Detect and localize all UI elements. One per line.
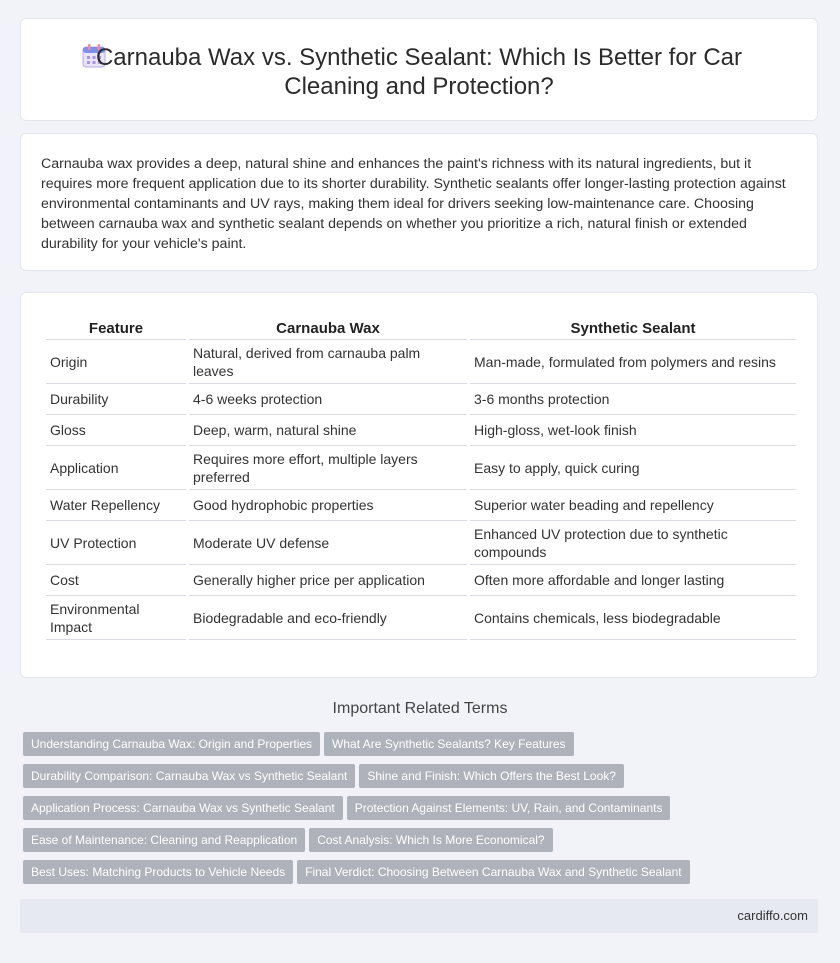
table-header-row xyxy=(46,315,796,340)
sealant-cell: Superior water beading and repellency xyxy=(470,490,796,521)
table-row xyxy=(46,490,796,521)
summary-text: Carnauba wax provides a deep, natural shine and enhances the paint's richness with its natural ingredients, but it requires more frequent application due to its shorter durability. Synthetic sealants offer longer-lasting protection against environmental contaminants and UV rays, making them ideal for drivers seeking low-maintenance care. Choosing between carnauba wax and synthetic sealant depends on whether you prioritize a rich, natural finish or extended durability for your vehicle's paint. xyxy=(41,156,786,252)
footer xyxy=(20,899,818,933)
feature-cell: Cost xyxy=(46,565,186,596)
related-term-tag[interactable]: Final Verdict: Choosing Between Carnauba Wax and Synthetic Sealant xyxy=(297,860,689,884)
table-row xyxy=(46,565,796,596)
carnauba-cell: Deep, warm, natural shine xyxy=(189,415,467,446)
page-title-line1: Carnauba Wax vs. Synthetic Sealant: Which Is Better for Car xyxy=(95,44,743,71)
related-term-tag[interactable]: Ease of Maintenance: Cleaning and Reapplication xyxy=(23,828,305,852)
feature-cell: Gloss xyxy=(46,415,186,446)
related-term-tag[interactable]: What Are Synthetic Sealants? Key Features xyxy=(324,732,573,756)
related-terms-title: Important Related Terms xyxy=(332,700,508,717)
carnauba-cell: Good hydrophobic properties xyxy=(189,490,467,521)
table-row xyxy=(46,415,796,446)
sealant-cell: Man-made, formulated from polymers and resins xyxy=(470,340,796,384)
feature-cell: Origin xyxy=(46,340,186,384)
table-row xyxy=(46,340,796,384)
table-row xyxy=(46,384,796,415)
related-term-tag[interactable]: Shine and Finish: Which Offers the Best Look? xyxy=(359,764,624,788)
header-carnauba-wax: Carnauba Wax xyxy=(189,315,467,340)
related-term-tag[interactable]: Protection Against Elements: UV, Rain, and Contaminants xyxy=(347,796,671,820)
feature-cell: Environmental Impact xyxy=(46,596,186,640)
related-term-tag[interactable]: Application Process: Carnauba Wax vs Synthetic Sealant xyxy=(23,796,343,820)
comparison-table xyxy=(43,315,799,640)
table-row xyxy=(46,446,796,490)
feature-cell: UV Protection xyxy=(46,521,186,565)
related-term-tag[interactable]: Cost Analysis: Which Is More Economical? xyxy=(309,828,552,852)
header-feature: Feature xyxy=(46,315,186,340)
page-title xyxy=(21,43,817,101)
sealant-cell: Contains chemicals, less biodegradable xyxy=(470,596,796,640)
related-term-tag[interactable]: Best Uses: Matching Products to Vehicle Needs xyxy=(23,860,293,884)
sealant-cell: Enhanced UV protection due to synthetic compounds xyxy=(470,521,796,565)
table-row xyxy=(46,596,796,640)
carnauba-cell: Moderate UV defense xyxy=(189,521,467,565)
comparison-table-card xyxy=(20,292,818,678)
header-card xyxy=(20,18,818,121)
sealant-cell: 3-6 months protection xyxy=(470,384,796,415)
carnauba-cell: Biodegradable and eco-friendly xyxy=(189,596,467,640)
sealant-cell: Easy to apply, quick curing xyxy=(470,446,796,490)
related-terms-list xyxy=(23,732,803,892)
feature-cell: Water Repellency xyxy=(46,490,186,521)
page-title-line2: Cleaning and Protection? xyxy=(284,73,554,100)
sealant-cell: Often more affordable and longer lasting xyxy=(470,565,796,596)
carnauba-cell: Natural, derived from carnauba palm leaves xyxy=(189,340,467,384)
carnauba-cell: 4-6 weeks protection xyxy=(189,384,467,415)
feature-cell: Application xyxy=(46,446,186,490)
related-term-tag[interactable]: Understanding Carnauba Wax: Origin and Properties xyxy=(23,732,320,756)
feature-cell: Durability xyxy=(46,384,186,415)
footer-site-link[interactable]: cardiffo.com xyxy=(737,908,808,923)
header-synthetic-sealant: Synthetic Sealant xyxy=(470,315,796,340)
related-term-tag[interactable]: Durability Comparison: Carnauba Wax vs Synthetic Sealant xyxy=(23,764,355,788)
carnauba-cell: Requires more effort, multiple layers preferred xyxy=(189,446,467,490)
table-row xyxy=(46,521,796,565)
summary-card xyxy=(20,133,818,271)
carnauba-cell: Generally higher price per application xyxy=(189,565,467,596)
sealant-cell: High-gloss, wet-look finish xyxy=(470,415,796,446)
